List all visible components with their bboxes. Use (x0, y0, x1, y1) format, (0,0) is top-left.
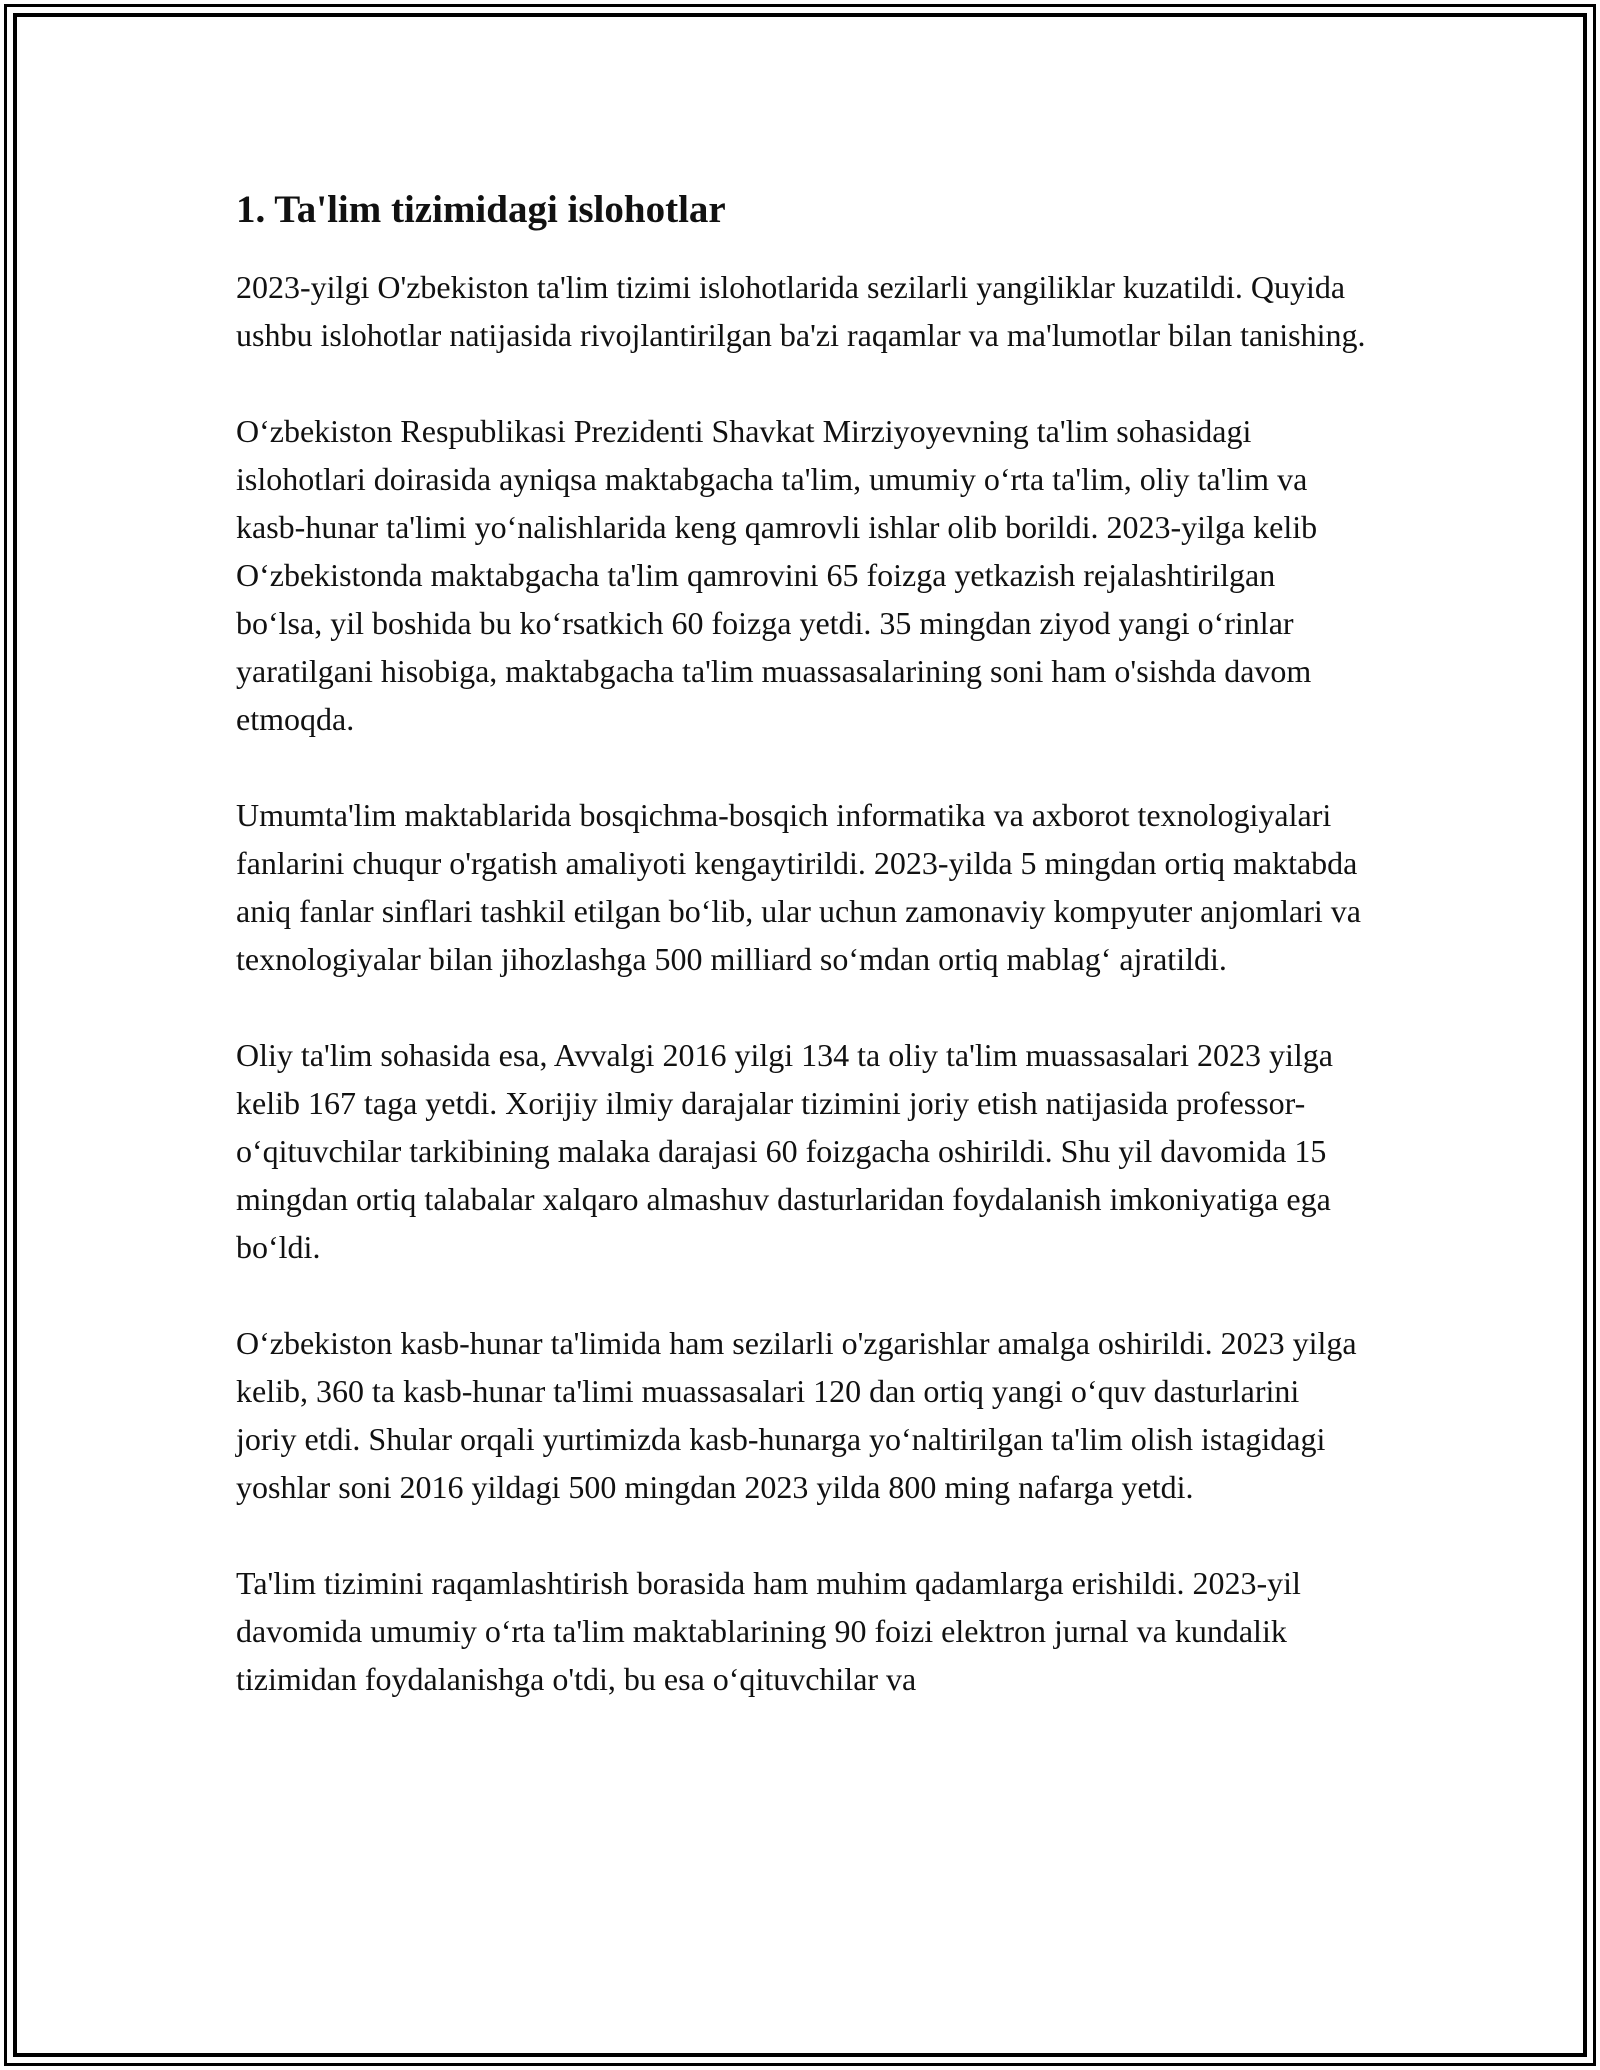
section-title: 1. Ta'lim tizimidagi islohotlar (236, 188, 726, 231)
paragraph-general-schools: Umumta'lim maktablarida bosqichma-bosqich informatika va axborot texnologiyalari fanlarini chuqur o'rgatish amaliyoti kengaytirildi. 2023-yilda 5 mingdan ortiq maktabda aniq fanlar sinflari tashkil etilgan bo‘lib, ular uchun zamonaviy kompyuter anjomlari va texnologiyalar bilan jihozlashga 500 milliard so‘mdan ortiq mablag‘ ajratildi. (236, 797, 1361, 977)
paragraph-higher-education: Oliy ta'lim sohasida esa, Avvalgi 2016 yilgi 134 ta oliy ta'lim muassasalari 2023 yilga kelib 167 taga yetdi. Xorijiy ilmiy darajalar tizimini joriy etish natijasida professor-o‘qituvchilar tarkibining malaka darajasi 60 foizgacha oshirildi. Shu yil davomida 15 mingdan ortiq talabalar xalqaro almashuv dasturlaridan foydalanish imkoniyatiga ega bo‘ldi. (236, 1037, 1333, 1265)
document-body (236, 185, 1366, 1703)
paragraph-intro: 2023-yilgi O'zbekiston ta'lim tizimi islohotlarida sezilarli yangiliklar kuzatildi. Quyida ushbu islohotlar natijasida rivojlantirilgan ba'zi raqamlar va ma'lumotlar bilan tanishing. (236, 269, 1366, 353)
paragraph-preschool: O‘zbekiston Respublikasi Prezidenti Shavkat Mirziyoyevning ta'lim sohasidagi islohotlari doirasida ayniqsa maktabgacha ta'lim, umumiy o‘rta ta'lim, oliy ta'lim va kasb-hunar ta'limi yo‘nalishlarida keng qamrovli ishlar olib borildi. 2023-yilga kelib O‘zbekistonda maktabgacha ta'lim qamrovini 65 foizga yetkazish rejalashtirilgan bo‘lsa, yil boshida bu ko‘rsatkich 60 foizga yetdi. 35 mingdan ziyod yangi o‘rinlar yaratilgani hisobiga, maktabgacha ta'lim muassasalarining soni ham o'sishda davom etmoqda. (236, 413, 1318, 737)
paragraph-vocational: O‘zbekiston kasb-hunar ta'limida ham sezilarli o'zgarishlar amalga oshirildi. 2023 yilga kelib, 360 ta kasb-hunar ta'limi muassasalari 120 dan ortiq yangi o‘quv dasturlarini joriy etdi. Shular orqali yurtimizda kasb-hunarga yo‘naltirilgan ta'lim olish istagidagi yoshlar soni 2016 yildagi 500 mingdan 2023 yilda 800 ming nafarga yetdi. (236, 1325, 1357, 1505)
paragraph-digitalization: Ta'lim tizimini raqamlashtirish borasida ham muhim qadamlarga erishildi. 2023-yil davomida umumiy o‘rta ta'lim maktablarining 90 foizi elektron jurnal va kundalik tizimidan foydalanishga o'tdi, bu esa o‘qituvchilar va (236, 1565, 1301, 1697)
